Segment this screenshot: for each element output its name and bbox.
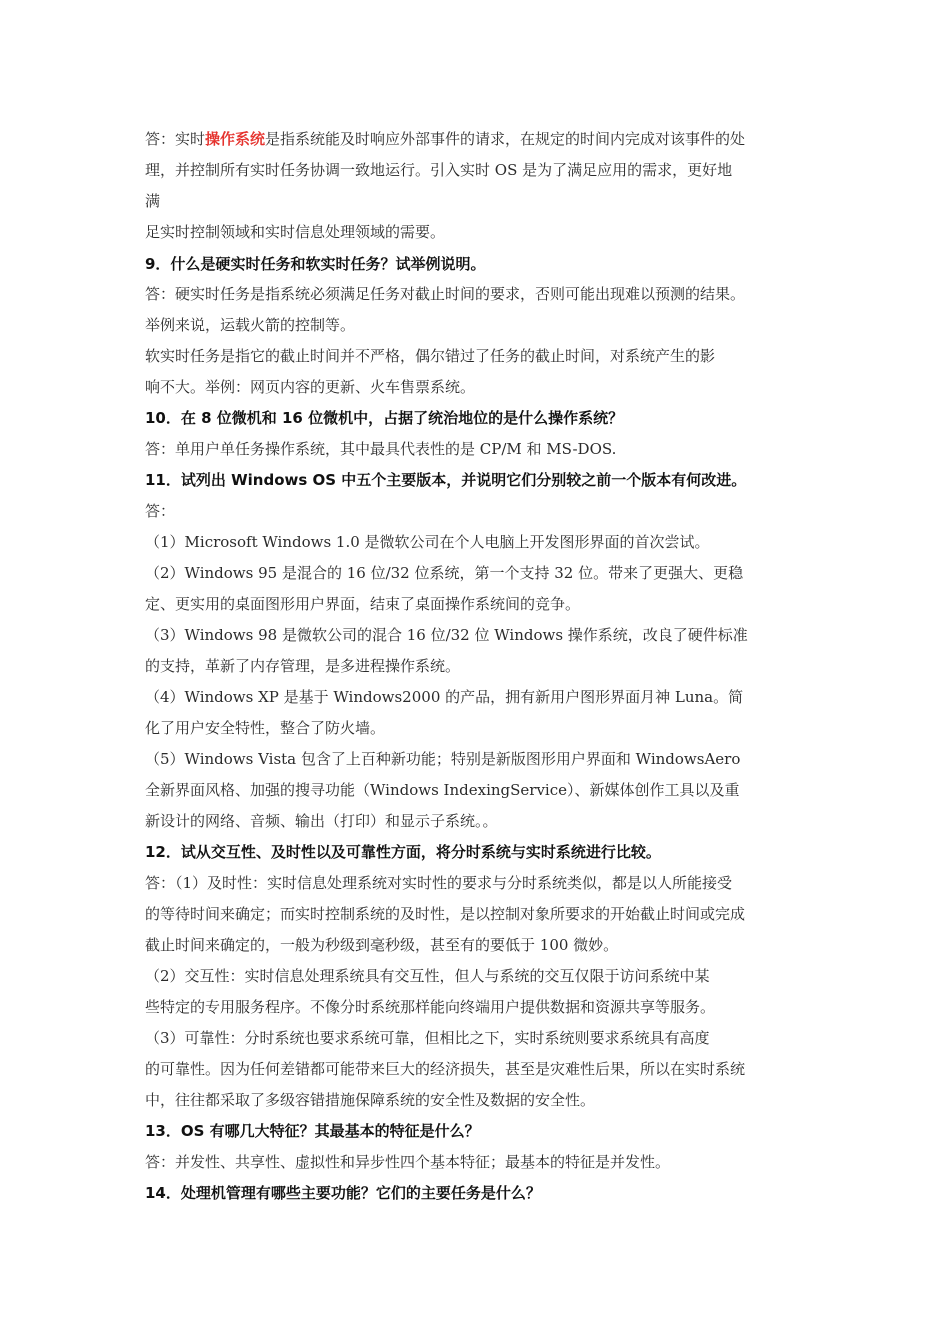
question-heading: 13．OS 有哪几大特征？其最基本的特征是什么？ — [145, 1122, 480, 1140]
answer-line: 新设计的网络、音频、输出（打印）和显示子系统。。 — [145, 812, 498, 830]
answer-line: （2）交互性：实时信息处理系统具有交互性，但人与系统的交互仅限于访问系统中某 — [145, 967, 710, 985]
answer-prefix: 答：实时 — [145, 130, 206, 148]
answer-line: 答：硬实时任务是指系统必须满足任务对截止时间的要求，否则可能出现难以预测的结果。 — [145, 285, 746, 303]
question-heading: 11．试列出 Windows OS 中五个主要版本，并说明它们分别较之前一个版本有何改进。 — [145, 471, 747, 489]
answer-line: 定、更实用的桌面图形用户界面，结束了桌面操作系统间的竞争。 — [145, 595, 581, 613]
answer-line: 的可靠性。因为任何差错都可能带来巨大的经济损失，甚至是灾难性后果，所以在实时系统 — [145, 1060, 746, 1078]
answer-line: （4）Windows XP 是基于 Windows2000 的产品，拥有新用户图形界面月神 Luna。简 — [145, 688, 744, 706]
answer-line: 举例来说，运载火箭的控制等。 — [145, 316, 356, 334]
question-heading: 9．什么是硬实时任务和软实时任务？试举例说明。 — [145, 255, 486, 273]
answer-line: （3）可靠性：分时系统也要求系统可靠，但相比之下，实时系统则要求系统具有高度 — [145, 1029, 710, 1047]
answer-line: 答：并发性、共享性、虚拟性和异步性四个基本特征；最基本的特征是并发性。 — [145, 1153, 671, 1171]
answer-line: （1）Microsoft Windows 1.0 是微软公司在个人电脑上开发图形界面的首次尝试。 — [145, 533, 710, 551]
question-heading: 14．处理机管理有哪些主要功能？它们的主要任务是什么？ — [145, 1184, 541, 1202]
answer-line: 截止时间来确定的，一般为秒级到毫秒级，甚至有的要低于 100 微妙。 — [145, 936, 619, 954]
answer-line: 满 — [145, 192, 161, 210]
answer-line: （5）Windows Vista 包含了上百种新功能；特别是新版图形用户界面和 WindowsAero — [145, 750, 741, 768]
answer-line: 化了用户安全特性，整合了防火墙。 — [145, 719, 386, 737]
answer-line: 中，往往都采取了多级容错措施保障系统的安全性及数据的安全性。 — [145, 1091, 596, 1109]
answer-suffix: 是指系统能及时响应外部事件的请求，在规定的时间内完成对该事件的处 — [265, 130, 746, 148]
answer-line: 答：（1）及时性：实时信息处理系统对实时性的要求与分时系统类似，都是以人所能接受 — [145, 874, 733, 892]
answer-line: 响不大。举例：网页内容的更新、火车售票系统。 — [145, 378, 476, 396]
answer-line: 足实时控制领域和实时信息处理领域的需要。 — [145, 223, 446, 241]
answer-line: 答：单用户单任务操作系统，其中最具代表性的是 CP/M 和 MS-DOS. — [145, 440, 617, 458]
answer-line: 些特定的专用服务程序。不像分时系统那样能向终端用户提供数据和资源共享等服务。 — [145, 998, 716, 1016]
highlighted-term: 操作系统 — [205, 130, 266, 148]
answer-line: （3）Windows 98 是微软公司的混合 16 位/32 位 Windows 操作系统，改良了硬件标准 — [145, 626, 748, 644]
answer-line: 全新界面风格、加强的搜寻功能（Windows IndexingService）、新媒体创作工具以及重 — [145, 781, 740, 799]
answer-line: 的支持，革新了内存管理，是多进程操作系统。 — [145, 657, 461, 675]
question-heading: 10．在 8 位微机和 16 位微机中，占据了统治地位的是什么操作系统？ — [145, 409, 624, 427]
answer-line — [145, 129, 815, 149]
answer-line: 答： — [145, 502, 176, 520]
question-heading: 12．试从交互性、及时性以及可靠性方面，将分时系统与实时系统进行比较。 — [145, 843, 661, 861]
answer-line: （2）Windows 95 是混合的 16 位/32 位系统，第一个支持 32 位。带来了更强大、更稳 — [145, 564, 744, 582]
answer-line: 软实时任务是指它的截止时间并不严格，偶尔错过了任务的截止时间，对系统产生的影 — [145, 347, 716, 365]
answer-line: 的等待时间来确定；而实时控制系统的及时性，是以控制对象所要求的开始截止时间或完成 — [145, 905, 746, 923]
answer-line: 理，并控制所有实时任务协调一致地运行。引入实时 OS 是为了满足应用的需求，更好地 — [145, 161, 733, 179]
